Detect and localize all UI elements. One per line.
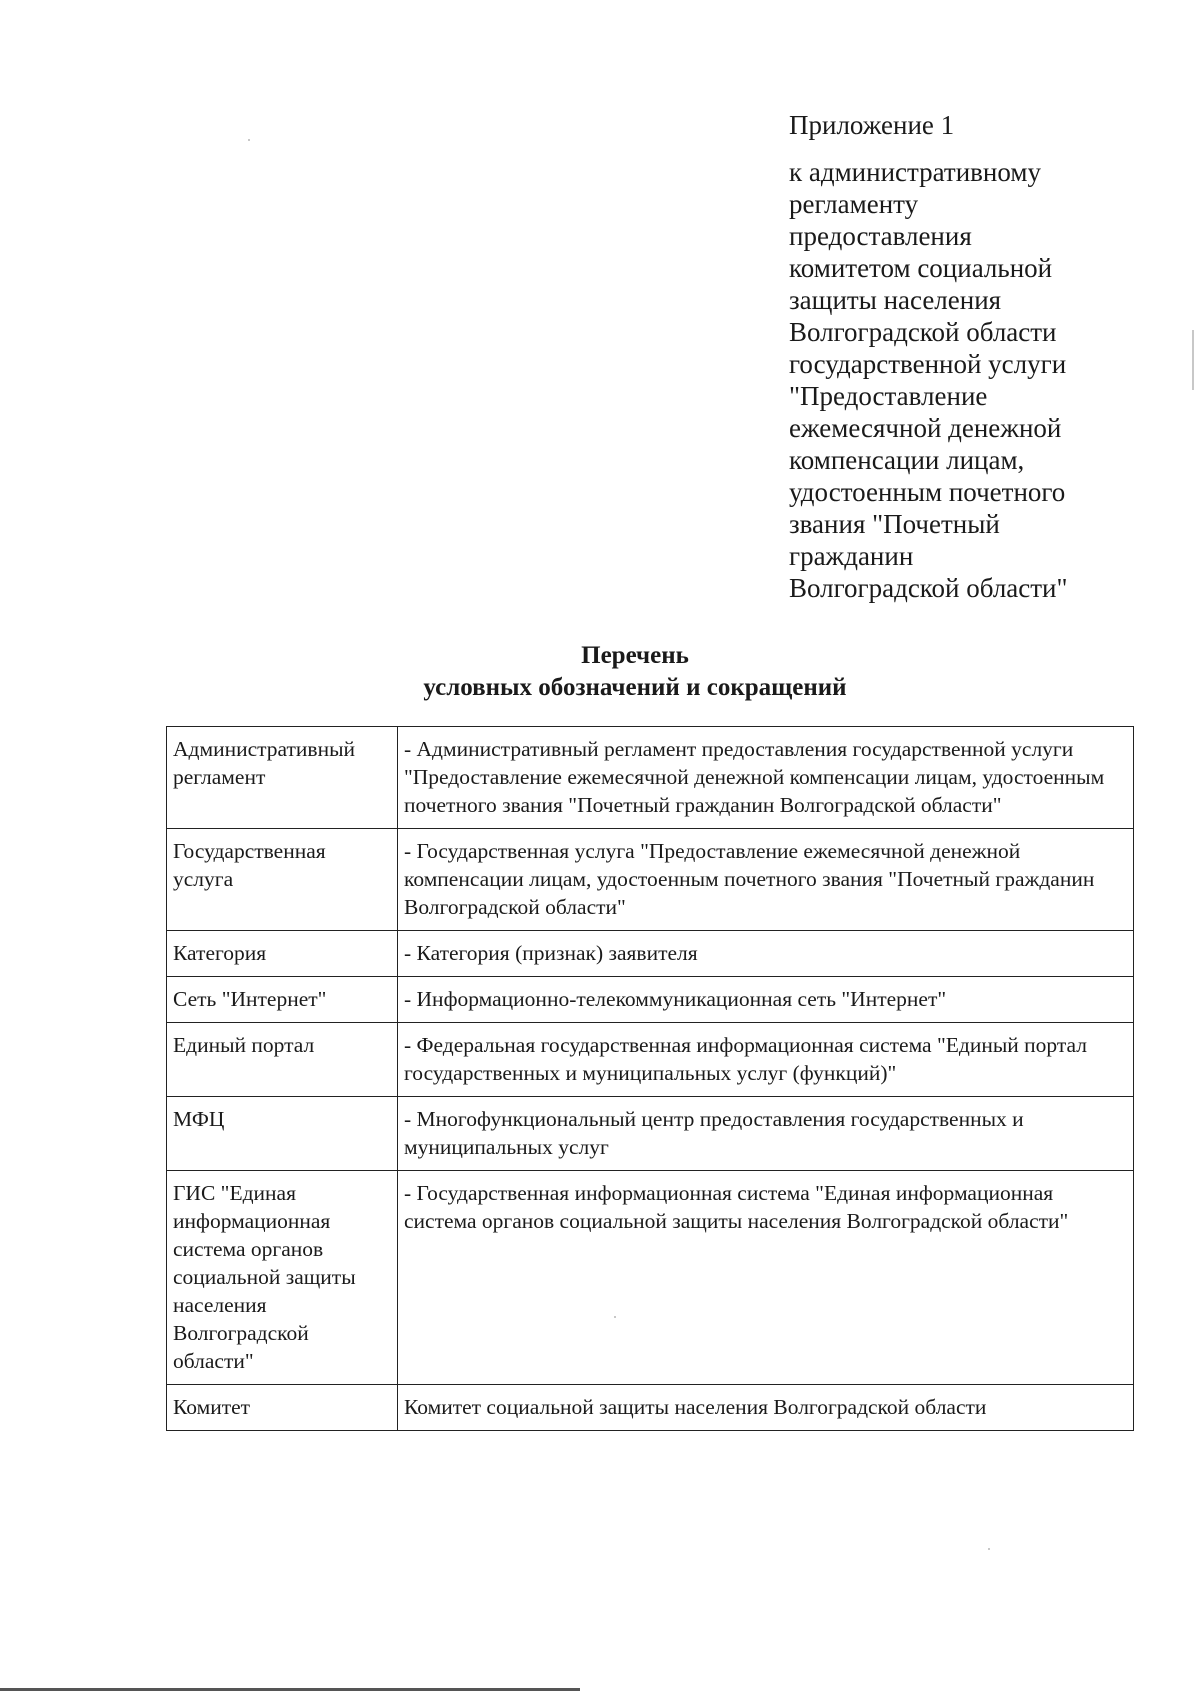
document-heading: [0, 640, 1200, 704]
abbreviations-table: [166, 726, 1134, 1431]
appendix-line: Волгоградской области: [789, 317, 1057, 347]
term-cell: Административный регламент: [167, 727, 398, 829]
table-row: [167, 727, 1134, 829]
appendix-line: звания "Почетный: [789, 509, 1000, 539]
scan-speck: [1192, 330, 1194, 390]
table-row: [167, 1097, 1134, 1171]
heading-line-1: Перечень: [581, 642, 689, 669]
term-cell: ГИС "Единая информационная система органов социальной защиты населения Волгоградской области": [167, 1171, 398, 1385]
table-row: [167, 931, 1134, 977]
term-cell: Сеть "Интернет": [167, 977, 398, 1023]
table-row: [167, 1171, 1134, 1385]
definition-cell: - Государственная информационная система "Единая информационная система органов социальной защиты населения Волгоградской области": [398, 1171, 1134, 1385]
appendix-line: государственной услуги: [789, 349, 1067, 379]
scan-speck: [614, 1316, 616, 1318]
appendix-header: [789, 108, 1119, 604]
heading-line-2: условных обозначений и сокращений: [423, 674, 847, 701]
table-row: [167, 977, 1134, 1023]
appendix-line: гражданин: [789, 541, 914, 571]
appendix-line: к административному: [789, 157, 1041, 187]
appendix-line: удостоенным почетного: [789, 477, 1066, 507]
appendix-description: [789, 156, 1119, 604]
appendix-line: регламенту: [789, 189, 919, 219]
appendix-title: Приложение 1: [789, 110, 955, 140]
term-cell: МФЦ: [167, 1097, 398, 1171]
scan-speck: [248, 139, 250, 141]
appendix-line: компенсации лицам,: [789, 445, 1025, 475]
appendix-line: ежемесячной денежной: [789, 413, 1062, 443]
definition-cell: Комитет социальной защиты населения Волгоградской области: [398, 1385, 1134, 1431]
definition-cell: - Многофункциональный центр предоставления государственных и муниципальных услуг: [398, 1097, 1134, 1171]
appendix-line: Волгоградской области": [789, 573, 1068, 603]
definition-cell: - Государственная услуга "Предоставление ежемесячной денежной компенсации лицам, удостоенным почетного звания "Почетный гражданин Волгоградской области": [398, 829, 1134, 931]
term-cell: Государственная услуга: [167, 829, 398, 931]
table-row: [167, 829, 1134, 931]
table-row: [167, 1385, 1134, 1431]
table-row: [167, 1023, 1134, 1097]
bottom-edge-line: [0, 1688, 580, 1691]
definition-cell: - Информационно-телекоммуникационная сеть "Интернет": [398, 977, 1134, 1023]
appendix-line: комитетом социальной: [789, 253, 1053, 283]
scan-speck: [988, 1548, 990, 1550]
term-cell: Категория: [167, 931, 398, 977]
appendix-line: предоставления: [789, 221, 972, 251]
definition-cell: - Федеральная государственная информационная система "Единый портал государственных и муниципальных услуг (функций)": [398, 1023, 1134, 1097]
appendix-line: защиты населения: [789, 285, 1002, 315]
appendix-line: "Предоставление: [789, 381, 988, 411]
term-cell: Единый портал: [167, 1023, 398, 1097]
term-cell: Комитет: [167, 1385, 398, 1431]
definition-cell: - Административный регламент предоставления государственной услуги "Предоставление ежемесячной денежной компенсации лицам, удостоенным почетного звания "Почетный гражданин Волгоградской области": [398, 727, 1134, 829]
definition-cell: - Категория (признак) заявителя: [398, 931, 1134, 977]
